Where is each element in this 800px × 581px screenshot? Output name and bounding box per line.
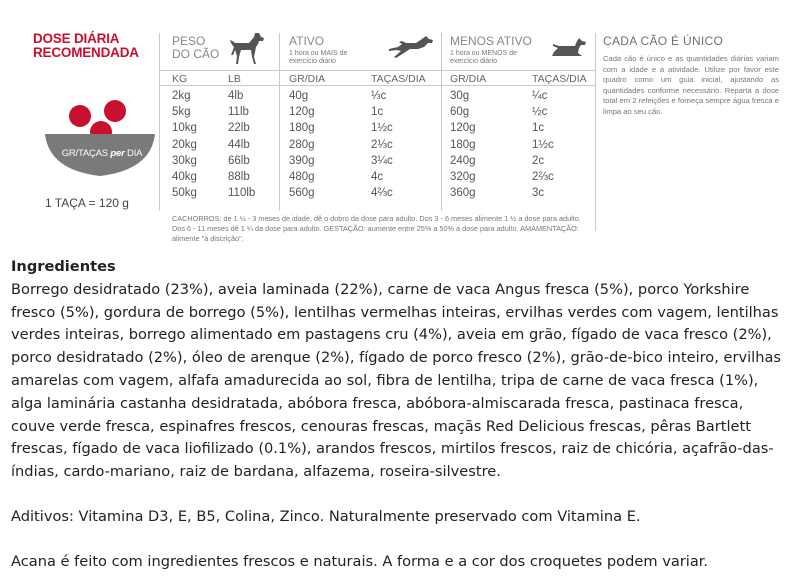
kg-cell: 5kg (172, 106, 191, 119)
kg-cell: 40kg (172, 171, 197, 183)
active-cups-cell: 4⅔c (371, 187, 393, 200)
less-cups-column-header: TAÇAS/DIA (532, 73, 587, 85)
less-cups-cell: ½c (532, 106, 548, 119)
divider-weight-active (279, 33, 280, 211)
feeding-chart-title-line1: DOSE DIÁRIA (33, 31, 120, 46)
less-cups-cell: 2c (532, 154, 545, 167)
active-cups-cell: ⅓c (371, 90, 387, 102)
less-gr-cell: 60g (450, 106, 470, 119)
less-gr-cell: 30g (450, 90, 470, 102)
active-gr-cell: 560g (289, 187, 315, 200)
active-gr-column-header: GR/DIA (289, 73, 326, 85)
less-gr-cell: 180g (450, 138, 476, 151)
less-cups-cell: 1½c (532, 138, 554, 151)
table-right-border (595, 33, 596, 231)
subheader-rule (159, 85, 596, 86)
ingredients-heading: Ingredientes (11, 258, 116, 275)
divider-active-less (441, 33, 442, 211)
food-bowl-icon (43, 98, 157, 178)
active-gr-cell: 40g (289, 90, 309, 102)
kg-cell: 2kg (172, 90, 191, 102)
ingredients-list: Borrego desidratado (23%), aveia laminada (22%), carne de vaca Angus fresca (5%), porco Yorkshire fresco (5%), gordura de borrego (5%), lentilhas vermelhas inteiras, ervilhas verdes com vagem, lentilhas verdes inteiras, borrego alimentado em pastagens cru (4%), aveia em grão, fígado de vaca fresco (2%), porco desidratado (2%), óleo de arenque (2%), fígado de porco fresco (2%), grão-de-bico inteiro, ervilhas amarelas com vagem, alfafa amadurecida ao sol, fibra de lentilha, tripa de carne de vaca fresca (1%), alga laminária castanha desidratada, abóbora fresca, abóbora-almiscarada fresca, pastinaca fresca, couve verde fresca, espinafres frescos, cenouras frescas, maçãs Red Delicious frescas, pêras Bartlett frescas, fígado de vaca liofilizado (0.1%), arandos frescos, mirtilos frescos, raiz de chicória, açafrão-das-índias, cardo-mariano, raiz de bardana, alfazema, roseira-silvestre. (11, 280, 782, 481)
active-cups-cell: 3¼c (371, 154, 393, 167)
table-left-border (159, 33, 160, 211)
lb-cell: 88lb (228, 171, 250, 183)
resting-dog-icon (548, 36, 588, 58)
feeding-chart-title (33, 32, 139, 60)
feeding-chart-title-line2: RECOMENDADA (33, 45, 139, 60)
active-subtitle: 1 hora ou MAIS de exercício diário (289, 50, 348, 65)
bowl-label-left: GR/TAÇAS (61, 148, 108, 159)
less-gr-cell: 360g (450, 187, 476, 200)
bowl-label-per: per (110, 148, 125, 159)
weight-header (172, 35, 219, 61)
puppy-gestation-footnote: CACHORROS: de 1 ½ - 3 meses de idade, dê o dobro da dose para adulto. Dos 3 - 6 meses alimente 1 ½ a dose para adulto. Dos 6 - 11 meses dê 1 ¼ da dose para adulto. GESTAÇÃO: aumente entre 25% a 50% a dose para adulto. AMAMENTAÇÃO: alimente "à discrição". (172, 214, 581, 243)
weight-header-line1: PESO (172, 34, 206, 48)
less-gr-cell: 320g (450, 171, 476, 183)
less-gr-cell: 120g (450, 122, 476, 135)
closing-note: Acana é feito com ingredientes frescos e naturais. A forma e a cor dos croquetes podem variar. (11, 552, 709, 570)
less-active-header: MENOS ATIVO (450, 34, 532, 48)
kg-cell: 20kg (172, 138, 197, 151)
cup-equivalence: 1 TAÇA = 120 g (45, 196, 129, 210)
bowl-label-right: DIA (127, 148, 143, 159)
kg-cell: 30kg (172, 154, 197, 167)
kg-cell: 10kg (172, 122, 197, 135)
side-panel-title: CADA CÃO É ÚNICO (603, 34, 724, 48)
active-cups-column-header: TAÇAS/DIA (371, 73, 426, 85)
active-gr-cell: 120g (289, 106, 315, 119)
less-active-subtitle: 1 hora ou MENOS de exercício diário (450, 50, 517, 65)
lb-cell: 22lb (228, 122, 250, 135)
lb-cell: 11lb (228, 106, 249, 119)
ingredients-section (11, 256, 791, 574)
active-gr-cell: 480g (289, 171, 315, 183)
lb-cell: 110lb (228, 187, 256, 200)
kg-column-header: KG (172, 73, 188, 85)
lb-cell: 66lb (228, 154, 250, 167)
active-header: ATIVO (289, 34, 325, 48)
lb-cell: 4lb (228, 90, 244, 102)
active-cups-cell: 1c (371, 106, 384, 119)
side-panel-text: Cada cão é único e as quantidades diárias variam com a idade e a atividade. Utilize por favor este quadro como um guia inicial, ajustando as quantidades conforme necessário. Reparta a dose total em 2 refeições e forneça sempre água fresca e limpa ao seu cão. (603, 54, 779, 116)
header-rule (159, 70, 596, 71)
kg-cell: 50kg (172, 187, 197, 200)
less-gr-column-header: GR/DIA (450, 73, 487, 85)
active-gr-cell: 280g (289, 138, 315, 151)
active-cups-cell: 4c (371, 171, 384, 183)
running-dog-icon (388, 34, 434, 60)
additives-text: Aditivos: Vitamina D3, E, B5, Colina, Zinco. Naturalmente preservado com Vitamina E. (11, 507, 641, 525)
less-gr-cell: 240g (450, 154, 476, 167)
active-gr-cell: 180g (289, 122, 315, 135)
weight-header-line2: DO CÃO (172, 47, 220, 61)
lb-cell: 44lb (228, 138, 250, 151)
standing-dog-icon (228, 31, 266, 65)
active-cups-cell: 2⅓c (371, 138, 393, 151)
bowl-unit-label (43, 148, 161, 159)
active-cups-cell: 1½c (371, 122, 393, 135)
active-gr-cell: 390g (289, 154, 315, 167)
less-cups-cell: 2⅔c (532, 171, 554, 183)
less-cups-cell: 1c (532, 122, 545, 135)
lb-column-header: LB (228, 73, 241, 85)
less-cups-cell: 3c (532, 187, 545, 200)
less-cups-cell: ¼c (532, 90, 548, 102)
